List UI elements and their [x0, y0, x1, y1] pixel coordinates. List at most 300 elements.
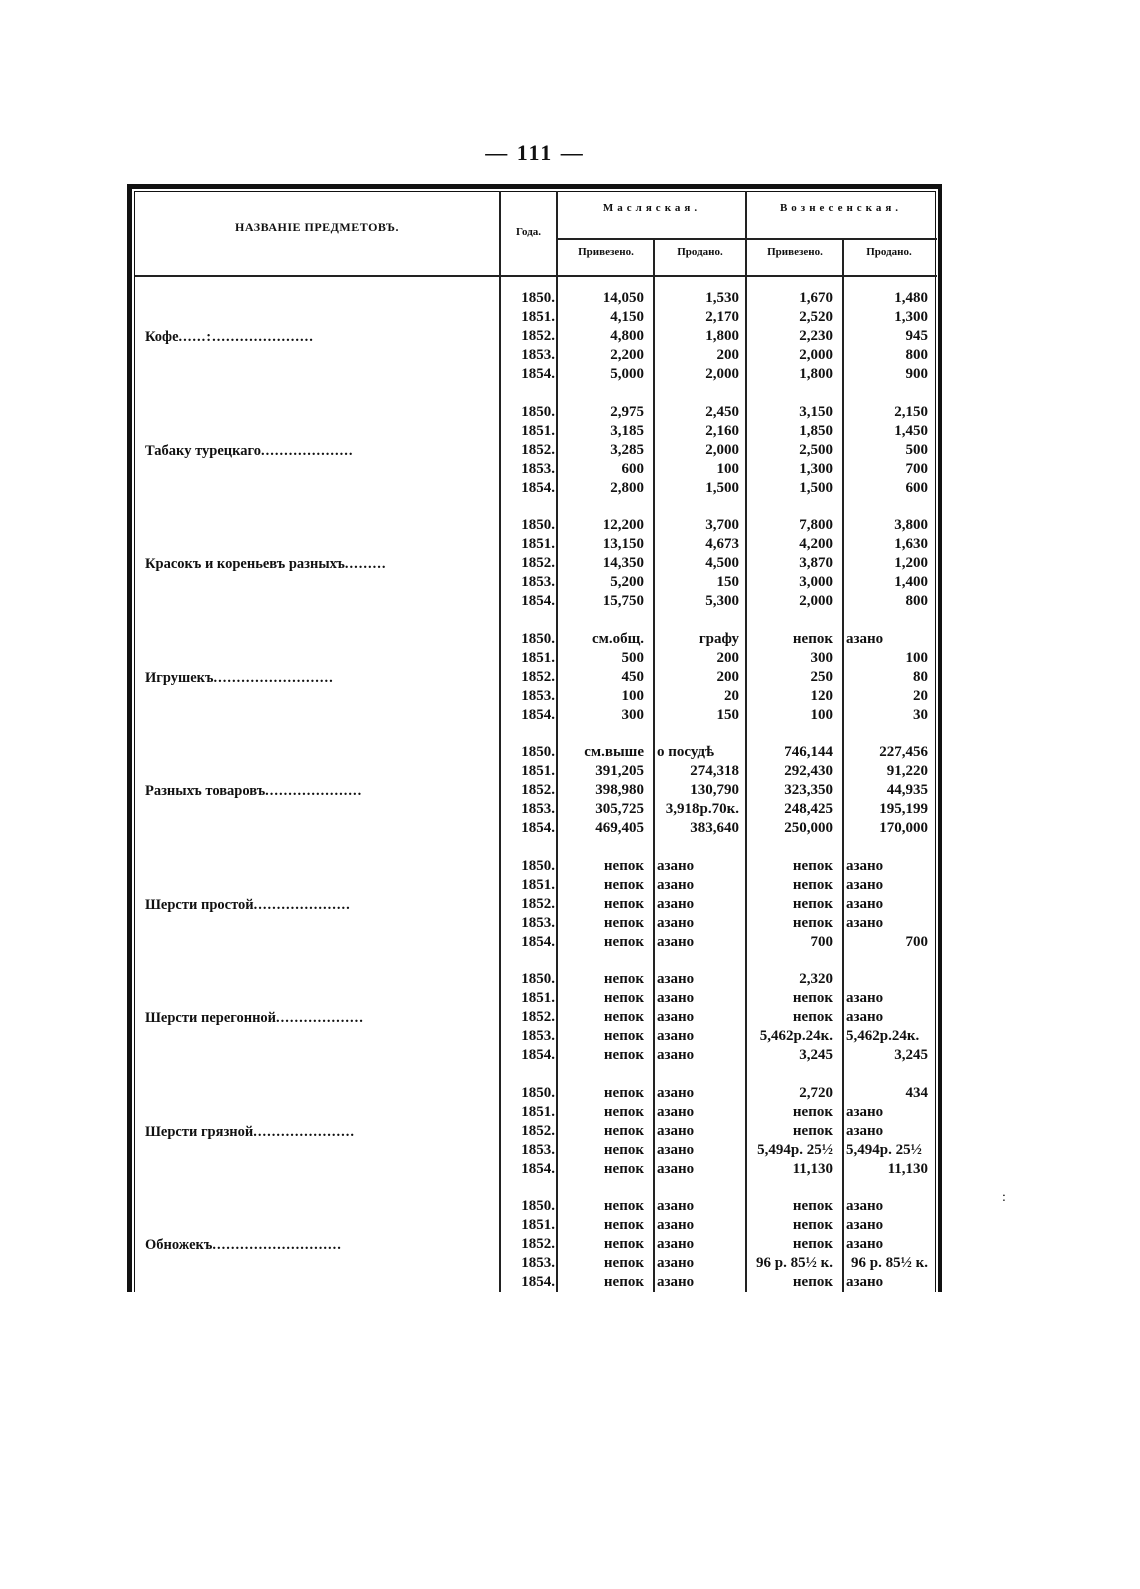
table-row — [127, 820, 942, 839]
masl-imported-cell: непок — [603, 971, 644, 987]
table-row — [127, 915, 942, 934]
vozn-imported-cell: непок — [792, 857, 833, 874]
vozn-imported-cell: непок — [792, 895, 833, 912]
masl-sold-cell: 4,500 — [705, 555, 739, 571]
vozn-imported-cell: непок — [792, 1236, 833, 1252]
item-label: Обножекъ — [145, 1237, 213, 1253]
table-row — [127, 309, 942, 328]
vozn-sold-cell: азано — [846, 1274, 884, 1290]
leader-dots: ...................... — [253, 1123, 355, 1140]
masl-imported-cell: непок — [603, 1103, 644, 1120]
vozn-sold-cell: азано — [846, 1009, 884, 1025]
masl-sold-cell: 1,500 — [705, 479, 739, 496]
vozn-imported-cell: 248,425 — [784, 801, 833, 817]
vozn-sold-cell: 600 — [905, 479, 928, 496]
table-row — [127, 1028, 942, 1047]
item-label: Шерсти грязной — [145, 1123, 254, 1140]
table-row — [127, 1009, 942, 1028]
masl-sold-cell: 2,450 — [705, 403, 739, 420]
item-label: Шерсти перегонной — [145, 1010, 277, 1026]
year-cell: 1852. — [521, 895, 555, 912]
year-cell: 1854. — [521, 1160, 555, 1177]
year-cell: 1852. — [521, 668, 555, 685]
vozn-imported-cell: 1,300 — [799, 460, 833, 477]
vozn-imported-cell: 120 — [810, 687, 833, 704]
table-row — [127, 650, 942, 669]
masl-sold-cell: 20 — [724, 687, 739, 704]
masl-sold-cell: 274,318 — [690, 763, 739, 779]
masl-sold-cell: азано — [657, 1047, 695, 1063]
vozn-imported-cell: 2,230 — [799, 328, 833, 344]
vozn-imported-cell: 3,245 — [799, 1047, 833, 1063]
masl-imported-cell: 2,975 — [610, 403, 644, 420]
vozn-sold-cell: 1,300 — [894, 309, 928, 325]
table-row — [127, 1198, 942, 1217]
vozn-imported-cell: непок — [792, 630, 833, 647]
vozn-sold-cell: 1,450 — [894, 422, 928, 439]
vozn-sold-cell: 80 — [913, 668, 928, 685]
leader-dots: ..................... — [265, 783, 363, 799]
year-cell: 1851. — [521, 990, 555, 1006]
leader-dots: ................... — [276, 1010, 364, 1026]
vozn-imported-cell: 5,462р.24к. — [759, 1028, 833, 1044]
masl-sold-cell: 130,790 — [690, 782, 739, 798]
item-group — [127, 971, 942, 1066]
masl-sold-cell: азано — [657, 1028, 695, 1044]
vozn-sold-cell: азано — [846, 1236, 884, 1252]
vozn-imported-cell: 250 — [810, 668, 833, 685]
vozn-sold-cell: 227,456 — [879, 744, 928, 760]
vozn-imported-cell: 300 — [810, 649, 833, 666]
table-row — [127, 290, 942, 309]
vozn-sold-cell: 3,245 — [894, 1047, 928, 1063]
item-label: Разныхъ товаровъ — [145, 783, 266, 799]
vozn-imported-cell: 3,870 — [799, 555, 833, 571]
masl-imported-cell: 2,800 — [610, 479, 644, 496]
vozn-imported-cell: 7,800 — [799, 517, 833, 533]
masl-sold-cell: азано — [657, 914, 695, 931]
vozn-sold-cell: 1,400 — [894, 574, 928, 590]
masl-sold-cell: азано — [657, 1141, 695, 1158]
item-label: Кофе — [145, 329, 179, 345]
item-label: Шерсти простой — [145, 896, 254, 913]
page-number: — 111 — — [485, 140, 585, 165]
vozn-imported-cell: 96 р. 85½ к. — [756, 1255, 833, 1271]
vozn-sold-cell: 945 — [905, 328, 928, 344]
masl-imported-cell: 5,000 — [610, 366, 644, 382]
header-year-column: Года. — [515, 226, 542, 238]
year-cell: 1853. — [521, 347, 555, 363]
masl-imported-cell: 100 — [621, 687, 644, 704]
vozn-imported-cell: 700 — [810, 933, 833, 950]
header-masl-imported: Привезено. — [578, 246, 634, 258]
item-group — [127, 858, 942, 953]
vozn-imported-cell: 100 — [810, 706, 833, 723]
masl-sold-cell: 1,800 — [705, 328, 739, 344]
table-row — [127, 858, 942, 877]
table-row — [127, 480, 942, 499]
vozn-imported-cell: 746,144 — [784, 744, 833, 760]
year-cell: 1852. — [521, 782, 555, 798]
vozn-sold-cell: 195,199 — [879, 801, 928, 817]
masl-sold-cell: 2,000 — [705, 366, 739, 382]
masl-sold-cell: 100 — [716, 460, 739, 477]
masl-imported-cell: непок — [603, 1198, 644, 1214]
year-cell: 1851. — [521, 1103, 555, 1120]
header-bottom-rule — [135, 275, 937, 277]
year-cell: 1854. — [521, 593, 555, 609]
year-cell: 1851. — [521, 422, 555, 439]
vozn-sold-cell: азано — [846, 1198, 884, 1214]
masl-sold-cell: азано — [657, 1160, 695, 1177]
vozn-imported-cell: непок — [792, 1217, 833, 1233]
vozn-sold-cell: 1,630 — [894, 536, 928, 552]
vozn-imported-cell: 2,000 — [799, 347, 833, 363]
item-label: Табаку турецкаго — [145, 442, 261, 459]
vozn-sold-cell: 1,480 — [894, 290, 928, 306]
table-row — [127, 896, 942, 915]
vozn-sold-cell: 44,935 — [886, 782, 928, 798]
masl-imported-cell: непок — [603, 1084, 644, 1101]
table-row — [127, 1047, 942, 1066]
year-cell: 1854. — [521, 479, 555, 496]
masl-imported-cell: 2,200 — [610, 347, 644, 363]
item-label: Красокъ и кореньевъ разныхъ — [145, 556, 345, 572]
masl-sold-cell: азано — [657, 1009, 695, 1025]
vozn-imported-cell: 323,350 — [784, 782, 833, 798]
table-row — [127, 423, 942, 442]
masl-imported-cell: см.общ. — [591, 630, 644, 647]
masl-sold-cell: 2,000 — [705, 441, 739, 458]
year-cell: 1852. — [521, 555, 555, 571]
masl-imported-cell: 13,150 — [602, 536, 644, 552]
item-group — [127, 290, 942, 385]
year-cell: 1850. — [521, 517, 555, 533]
table-row — [127, 782, 942, 801]
table-row — [127, 801, 942, 820]
table-row — [127, 934, 942, 953]
year-cell: 1853. — [521, 1255, 555, 1271]
year-cell: 1854. — [521, 820, 555, 836]
year-cell: 1853. — [521, 1028, 555, 1044]
table-row — [127, 688, 942, 707]
masl-sold-cell: о посудѣ — [657, 744, 714, 760]
vozn-imported-cell: 11,130 — [792, 1160, 833, 1177]
table-row — [127, 1123, 942, 1142]
masl-sold-cell: азано — [657, 1255, 695, 1271]
masl-sold-cell: графу — [698, 630, 739, 647]
table-row — [127, 763, 942, 782]
vozn-sold-cell: азано — [846, 1217, 884, 1233]
header-fair-maslyanskaya: Масляская. — [602, 202, 702, 214]
masl-imported-cell: непок — [603, 1274, 644, 1290]
year-cell: 1852. — [521, 1236, 555, 1252]
vozn-sold-cell: 700 — [905, 460, 928, 477]
table-row — [127, 536, 942, 555]
item-group — [127, 631, 942, 726]
table-row — [127, 593, 942, 612]
vozn-imported-cell: 4,200 — [799, 536, 833, 552]
table-row — [127, 1085, 942, 1104]
masl-imported-cell: 500 — [621, 649, 644, 666]
masl-imported-cell: непок — [603, 857, 644, 874]
year-cell: 1853. — [521, 801, 555, 817]
masl-sold-cell: азано — [657, 1122, 695, 1139]
vozn-sold-cell: азано — [846, 876, 884, 893]
masl-imported-cell: 4,150 — [610, 309, 644, 325]
year-cell: 1850. — [521, 403, 555, 420]
masl-imported-cell: 5,200 — [610, 574, 644, 590]
vozn-imported-cell: 2,000 — [799, 593, 833, 609]
vozn-sold-cell: 96 р. 85½ к. — [851, 1255, 928, 1271]
leader-dots: ............................ — [212, 1237, 342, 1253]
vozn-imported-cell: 3,150 — [799, 403, 833, 420]
vozn-sold-cell: 1,200 — [894, 555, 928, 571]
vozn-imported-cell: 2,520 — [799, 309, 833, 325]
leader-dots: ..................... — [253, 896, 351, 913]
masl-imported-cell: непок — [603, 1236, 644, 1252]
year-cell: 1853. — [521, 914, 555, 931]
vozn-imported-cell: 1,670 — [799, 290, 833, 306]
vozn-sold-cell: 700 — [905, 933, 928, 950]
vozn-sold-cell: 100 — [905, 649, 928, 666]
vozn-imported-cell: непок — [792, 1274, 833, 1290]
year-cell: 1851. — [521, 649, 555, 666]
table-row — [127, 1274, 942, 1293]
year-cell: 1851. — [521, 763, 555, 779]
masl-sold-cell: азано — [657, 1198, 695, 1214]
year-cell: 1854. — [521, 706, 555, 723]
masl-imported-cell: 12,200 — [602, 517, 644, 533]
masl-imported-cell: см.выше — [584, 744, 644, 760]
vozn-sold-cell: 3,800 — [894, 517, 928, 533]
masl-imported-cell: непок — [603, 990, 644, 1006]
item-group — [127, 1198, 942, 1293]
vozn-sold-cell: азано — [846, 1103, 884, 1120]
vozn-imported-cell: 292,430 — [784, 763, 833, 779]
item-group — [127, 744, 942, 839]
table-row — [127, 366, 942, 385]
year-cell: 1850. — [521, 857, 555, 874]
masl-sold-cell: азано — [657, 1217, 695, 1233]
header-masl-sold: Продано. — [677, 246, 723, 258]
masl-imported-cell: 469,405 — [595, 820, 644, 836]
year-cell: 1854. — [521, 366, 555, 382]
masl-sold-cell: азано — [657, 933, 695, 950]
vozn-sold-cell: 11,130 — [887, 1160, 928, 1177]
year-cell: 1851. — [521, 309, 555, 325]
year-cell: 1851. — [521, 1217, 555, 1233]
commodity-table — [127, 184, 942, 1292]
masl-sold-cell: 150 — [716, 574, 739, 590]
vozn-imported-cell: непок — [792, 914, 833, 931]
masl-imported-cell: 4,800 — [610, 328, 644, 344]
table-row — [127, 744, 942, 763]
table-row — [127, 347, 942, 366]
item-group — [127, 517, 942, 612]
vozn-sold-cell: 5,462р.24к. — [846, 1028, 920, 1044]
year-cell: 1854. — [521, 1274, 555, 1290]
masl-imported-cell: 305,725 — [595, 801, 644, 817]
table-row — [127, 1104, 942, 1123]
masl-imported-cell: непок — [603, 1217, 644, 1233]
year-cell: 1852. — [521, 441, 555, 458]
item-group — [127, 1085, 942, 1180]
masl-sold-cell: азано — [657, 857, 695, 874]
year-cell: 1850. — [521, 971, 555, 987]
vozn-sold-cell: азано — [846, 895, 884, 912]
masl-sold-cell: азано — [657, 1084, 695, 1101]
masl-sold-cell: азано — [657, 1236, 695, 1252]
year-cell: 1853. — [521, 460, 555, 477]
year-cell: 1850. — [521, 744, 555, 760]
year-cell: 1853. — [521, 574, 555, 590]
year-cell: 1852. — [521, 1122, 555, 1139]
masl-imported-cell: непок — [603, 1047, 644, 1063]
vozn-imported-cell: 1,850 — [799, 422, 833, 439]
leader-dots: .......................... — [213, 669, 334, 686]
masl-sold-cell: 200 — [716, 347, 739, 363]
vozn-sold-cell: азано — [846, 630, 884, 647]
vozn-imported-cell: непок — [792, 1103, 833, 1120]
vozn-sold-cell: 500 — [905, 441, 928, 458]
vozn-imported-cell: 2,720 — [799, 1084, 833, 1101]
table-row — [127, 461, 942, 480]
masl-sold-cell: азано — [657, 1103, 695, 1120]
masl-imported-cell: 391,205 — [595, 763, 644, 779]
masl-imported-cell: 3,285 — [610, 441, 644, 458]
vozn-sold-cell: 91,220 — [886, 763, 928, 779]
masl-sold-cell: 5,300 — [705, 593, 739, 609]
masl-imported-cell: 600 — [621, 460, 644, 477]
table-row — [127, 669, 942, 688]
masl-sold-cell: азано — [657, 990, 695, 1006]
vozn-sold-cell: 5,494р. 25½ — [846, 1141, 922, 1158]
vozn-sold-cell: азано — [846, 857, 884, 874]
masl-imported-cell: 3,185 — [610, 422, 644, 439]
masl-sold-cell: 2,170 — [705, 309, 739, 325]
vozn-sold-cell: 800 — [905, 593, 928, 609]
masl-sold-cell: азано — [657, 895, 695, 912]
masl-sold-cell: 200 — [716, 668, 739, 685]
masl-sold-cell: азано — [657, 876, 695, 893]
year-cell: 1852. — [521, 328, 555, 344]
vozn-sold-cell: 434 — [905, 1084, 928, 1101]
masl-sold-cell: 3,700 — [705, 517, 739, 533]
vozn-imported-cell: непок — [792, 1198, 833, 1214]
masl-imported-cell: непок — [603, 1028, 644, 1044]
masl-imported-cell: 450 — [621, 668, 644, 685]
table-row — [127, 1142, 942, 1161]
table-row — [127, 1236, 942, 1255]
masl-imported-cell: непок — [603, 914, 644, 931]
masl-imported-cell: 15,750 — [602, 593, 644, 609]
year-cell: 1850. — [521, 630, 555, 647]
header-vozn-sold: Продано. — [866, 246, 912, 258]
vozn-imported-cell: 1,500 — [799, 479, 833, 496]
item-group — [127, 404, 942, 499]
masl-imported-cell: 14,350 — [602, 555, 644, 571]
table-row — [127, 990, 942, 1009]
vozn-imported-cell: 5,494р. 25½ — [757, 1141, 833, 1158]
year-cell: 1851. — [521, 536, 555, 552]
table-row — [127, 707, 942, 726]
year-cell: 1850. — [521, 1084, 555, 1101]
table-row — [127, 442, 942, 461]
table-row — [127, 574, 942, 593]
vozn-imported-cell: непок — [792, 876, 833, 893]
masl-imported-cell: непок — [603, 876, 644, 893]
vozn-imported-cell: 250,000 — [784, 820, 833, 836]
table-row — [127, 1255, 942, 1274]
masl-imported-cell: непок — [603, 895, 644, 912]
header-fair-voznesenskaya: Вознесенская. — [779, 202, 903, 214]
year-cell: 1852. — [521, 1009, 555, 1025]
year-cell: 1851. — [521, 876, 555, 893]
table-row — [127, 328, 942, 347]
masl-imported-cell: 300 — [621, 706, 644, 723]
masl-sold-cell: 200 — [716, 649, 739, 666]
masl-sold-cell: 150 — [716, 706, 739, 723]
table-row — [127, 877, 942, 896]
vozn-sold-cell: 20 — [913, 687, 928, 704]
masl-sold-cell: 383,640 — [690, 820, 739, 836]
vozn-sold-cell: 800 — [905, 347, 928, 363]
year-cell: 1854. — [521, 1047, 555, 1063]
masl-imported-cell: непок — [603, 1160, 644, 1177]
masl-imported-cell: 398,980 — [595, 782, 644, 798]
masl-imported-cell: непок — [603, 1255, 644, 1271]
leader-dots: ......:...................... — [178, 329, 314, 345]
vozn-sold-cell: азано — [846, 914, 884, 931]
vozn-sold-cell: 900 — [905, 366, 928, 382]
table-row — [127, 404, 942, 423]
masl-imported-cell: непок — [603, 1009, 644, 1025]
masl-sold-cell: 2,160 — [705, 422, 739, 439]
vozn-imported-cell: непок — [792, 990, 833, 1006]
year-cell: 1850. — [521, 1198, 555, 1214]
vozn-imported-cell: 1,800 — [799, 366, 833, 382]
table-row — [127, 517, 942, 536]
masl-imported-cell: 14,050 — [602, 290, 644, 306]
masl-sold-cell: 3,918р.70к. — [665, 801, 739, 817]
leader-dots: .................... — [260, 442, 354, 459]
masl-sold-cell: 1,530 — [705, 290, 739, 306]
vozn-imported-cell: непок — [792, 1122, 833, 1139]
vozn-sold-cell: 30 — [913, 706, 928, 723]
vozn-imported-cell: 3,000 — [799, 574, 833, 590]
header-vozn-imported: Привезено. — [767, 246, 823, 258]
masl-imported-cell: непок — [603, 1122, 644, 1139]
table-row — [127, 1161, 942, 1180]
masl-imported-cell: непок — [603, 933, 644, 950]
year-cell: 1853. — [521, 687, 555, 704]
margin-mark: : — [1002, 1190, 1006, 1205]
vozn-sold-cell: 2,150 — [894, 403, 928, 420]
header-name-column: НАЗВАНIЕ ПРЕДМЕТОВЪ. — [235, 220, 399, 234]
masl-imported-cell: непок — [603, 1141, 644, 1158]
masl-sold-cell: азано — [657, 971, 695, 987]
year-cell: 1850. — [521, 290, 555, 306]
table-row — [127, 1217, 942, 1236]
vozn-imported-cell: непок — [792, 1009, 833, 1025]
table-row — [127, 971, 942, 990]
leader-dots: ......... — [344, 556, 387, 572]
masl-sold-cell: азано — [657, 1274, 695, 1290]
vozn-imported-cell: 2,320 — [799, 971, 833, 987]
header-subrow-rule — [557, 238, 937, 240]
vozn-sold-cell: азано — [846, 1122, 884, 1139]
